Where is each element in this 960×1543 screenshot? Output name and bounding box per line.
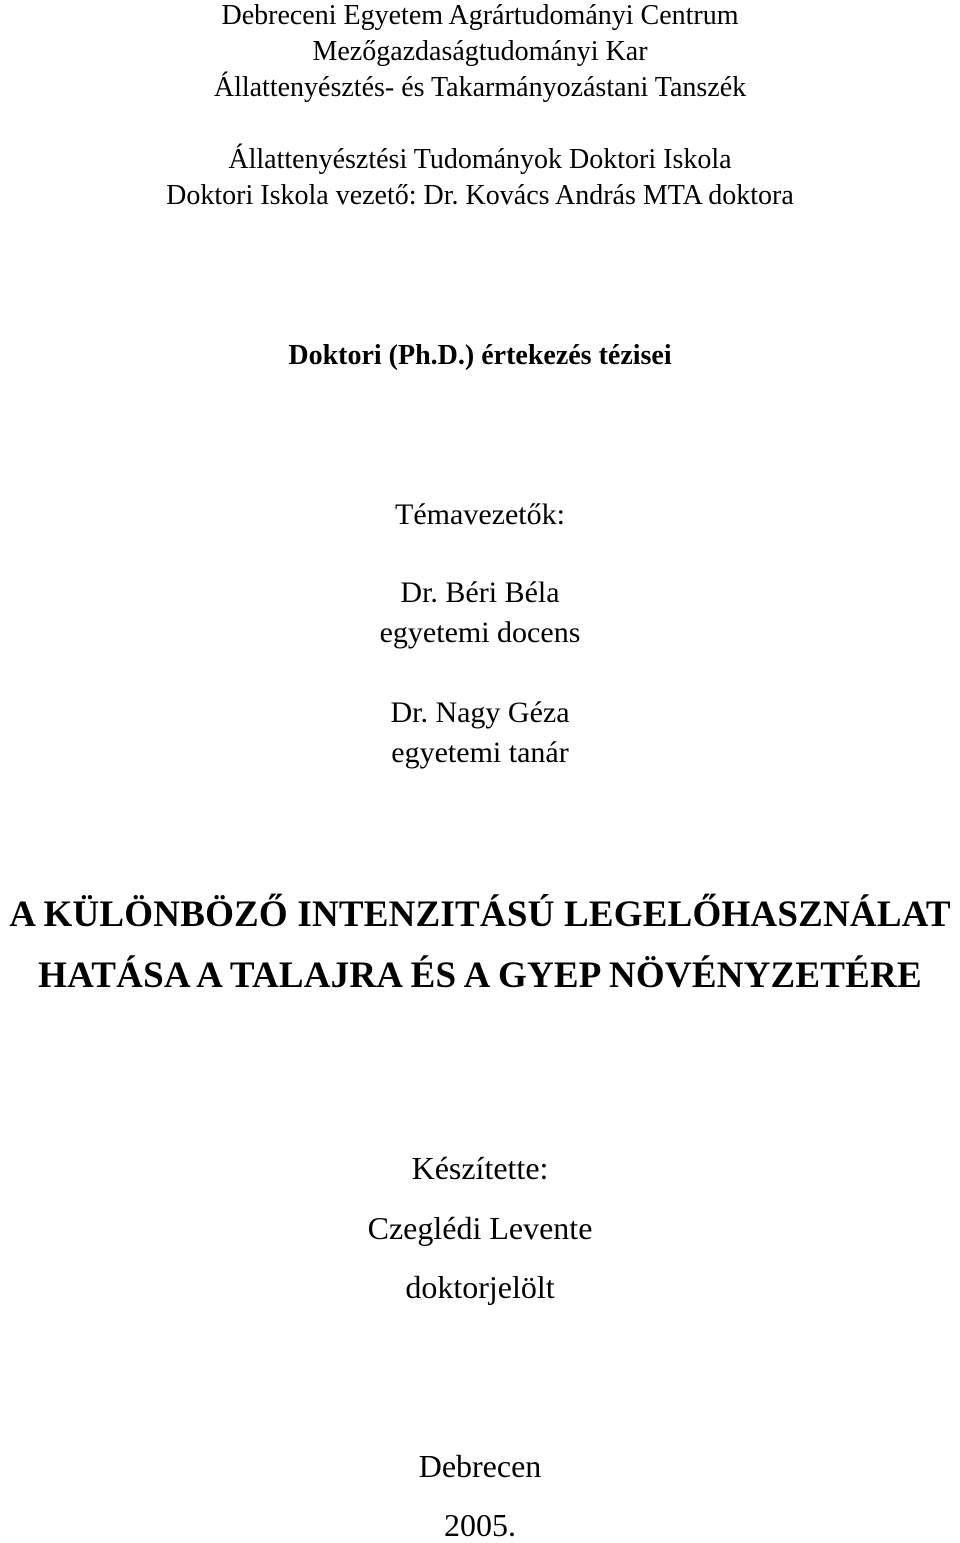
supervisor-name: Dr. Béri Béla <box>400 576 560 609</box>
place: Debrecen <box>418 1448 542 1484</box>
thesis-title-line: HATÁSA A TALAJRA ÉS A GYEP NÖVÉNYZETÉRE <box>38 955 922 996</box>
author-label: Készítette: <box>411 1150 549 1186</box>
author-name: Czeglédi Levente <box>367 1210 593 1246</box>
document-type: Doktori (Ph.D.) értekezés tézisei <box>288 340 672 371</box>
supervisor-role: egyetemi tanár <box>391 736 569 769</box>
year: 2005. <box>444 1507 516 1543</box>
doctoral-school-head: Doktori Iskola vezető: Dr. Kovács András MTA doktora <box>166 180 794 211</box>
author-status: doktorjelölt <box>405 1269 555 1305</box>
department-name: Állattenyésztés- és Takarmányozástani Tanszék <box>213 72 747 103</box>
university-name: Debreceni Egyetem Agrártudományi Centrum <box>221 0 739 31</box>
doctoral-school-name: Állattenyésztési Tudományok Doktori Iskola <box>228 144 732 175</box>
supervisors-heading: Témavezetők: <box>395 498 565 531</box>
thesis-title-line: A KÜLÖNBÖZŐ INTENZITÁSÚ LEGELŐHASZNÁLAT <box>9 894 951 935</box>
supervisor-name: Dr. Nagy Géza <box>390 696 570 729</box>
supervisor-role: egyetemi docens <box>379 616 581 649</box>
faculty-name: Mezőgazdaságtudományi Kar <box>312 36 648 67</box>
